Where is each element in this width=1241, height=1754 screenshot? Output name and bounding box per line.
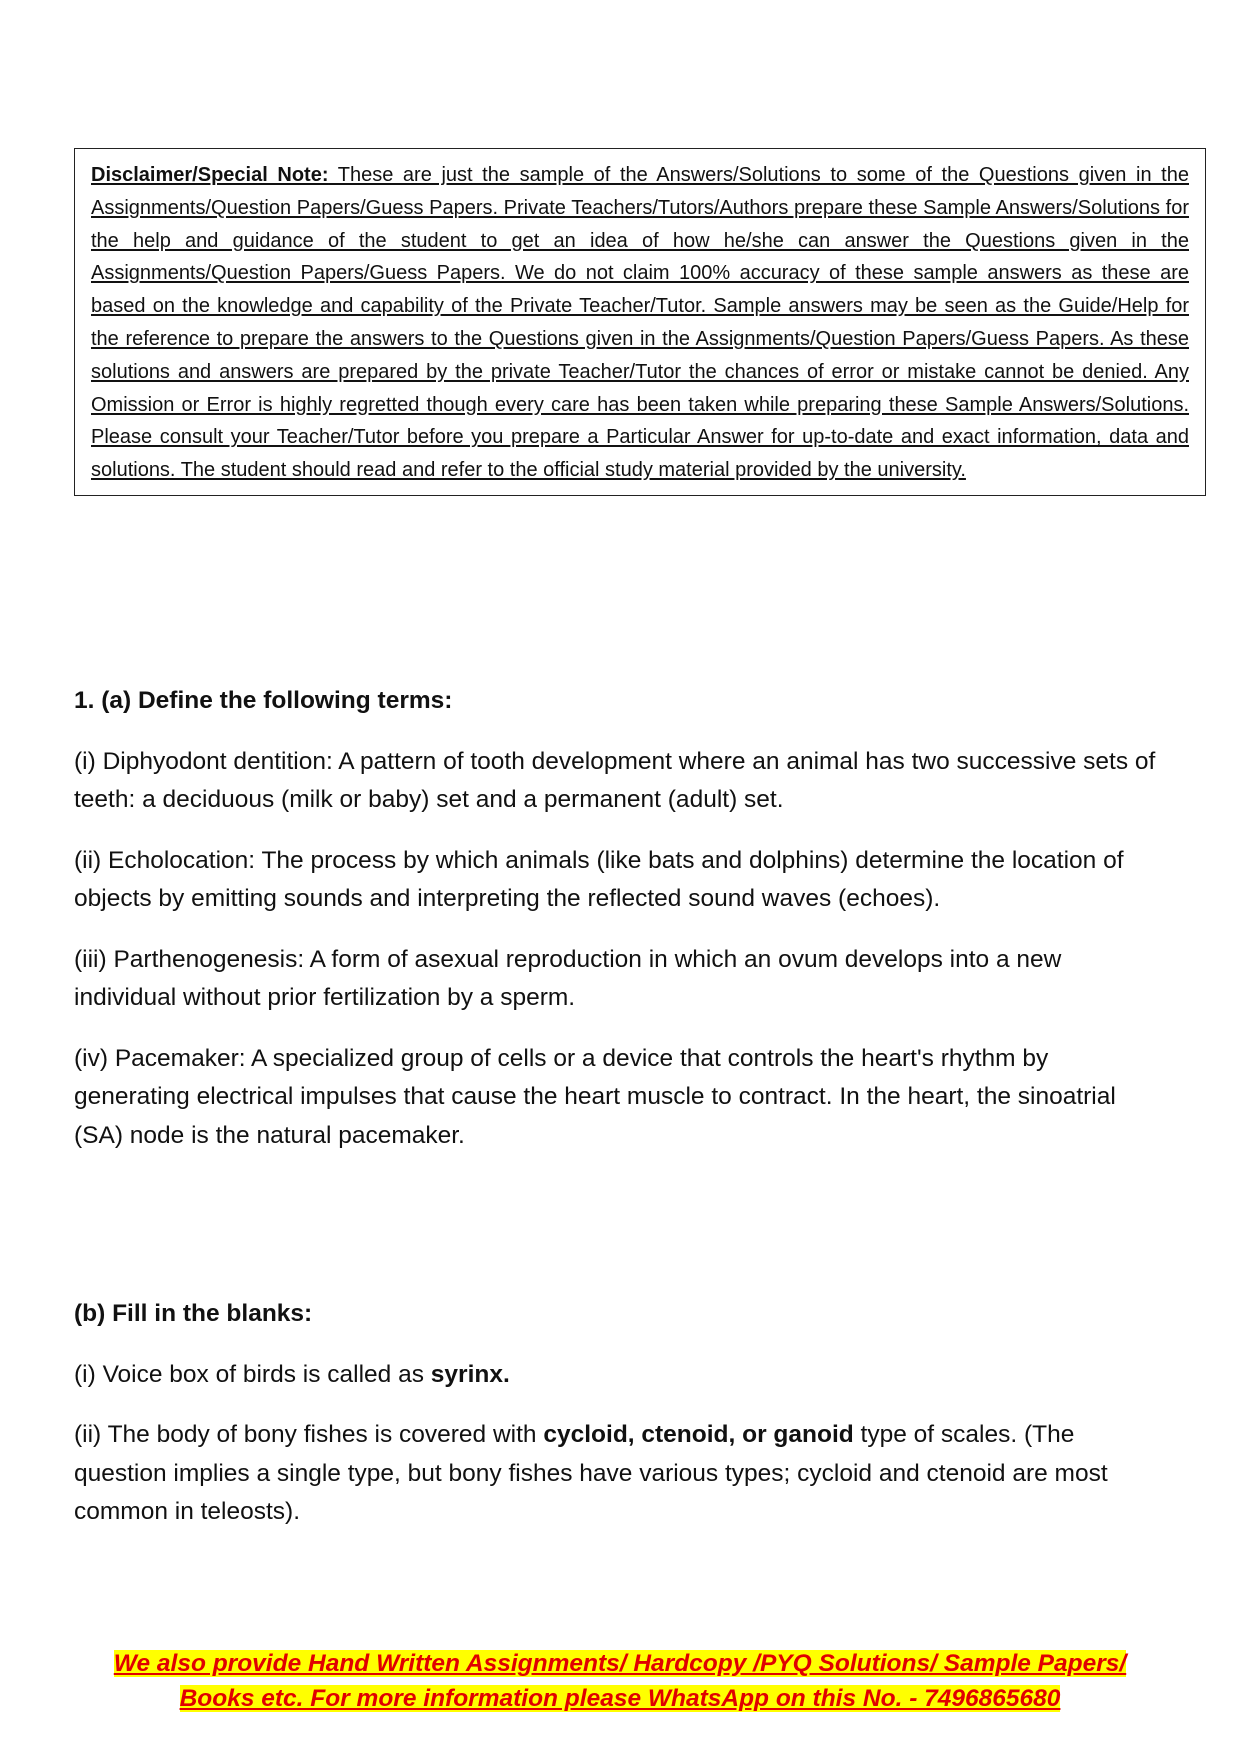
fill-blank-2-note: type of scales. (The question implies a single type, but bony fishes have various types; cycloid and ctenoid are most common in teleosts). bbox=[74, 1421, 1108, 1525]
answer-content bbox=[74, 670, 1164, 1532]
definition-diphyodont: (i) Diphyodont dentition: A pattern of tooth development where an animal has two successive sets of teeth: a deciduous (milk or baby) set and a permanent (adult) set. bbox=[74, 747, 1156, 813]
section-b-title: (b) Fill in the blanks: bbox=[74, 1300, 313, 1327]
definition-parthenogenesis: (iii) Parthenogenesis: A form of asexual reproduction in which an ovum develops into a new individual without prior fertilization by a sperm. bbox=[74, 945, 1062, 1011]
promo-footer bbox=[90, 1646, 1150, 1716]
fill-blank-1-answer: syrinx. bbox=[430, 1360, 510, 1388]
section-a-title: 1. (a) Define the following terms: bbox=[74, 687, 453, 714]
promo-line-1: We also provide Hand Written Assignments/ Hardcopy /PYQ Solutions/ Sample Papers/ bbox=[113, 1650, 1127, 1677]
fill-blank-2-answer: cycloid, ctenoid, or ganoid bbox=[543, 1421, 854, 1448]
disclaimer-box bbox=[74, 148, 1206, 496]
promo-line-2: Books etc. For more information please WhatsApp on this No. - 7496865680 bbox=[179, 1685, 1061, 1712]
fill-blank-2-text: (ii) The body of bony fishes is covered with bbox=[74, 1421, 544, 1448]
definition-echolocation: (ii) Echolocation: The process by which animals (like bats and dolphins) determine the location of objects by emitting sounds and interpreting the reflected sound waves (echoes). bbox=[74, 846, 1124, 912]
definition-pacemaker: (iv) Pacemaker: A specialized group of cells or a device that controls the heart's rhythm by generating electrical impulses that cause the heart muscle to contract. In the heart, the sinoatrial (SA) node is the natural pacemaker. bbox=[74, 1044, 1116, 1149]
disclaimer-text: These are just the sample of the Answers/Solutions to some of the Questions given in the Assignments/Question Papers/Guess Papers. Private Teachers/Tutors/Authors prepare these Sample Answers/Solutions for the help and guidance of the student to get an idea of how he/she can answer the Questions given in the Assignments/Question Papers/Guess Papers. We do not claim 100% accuracy of these sample answers as these are based on the knowledge and capability of the Private Teacher/Tutor. Sample answers may be seen as the Guide/Help for the reference to prepare the answers to the Questions given in the Assignments/Question Papers/Guess Papers. As these solutions and answers are prepared by the private Teacher/Tutor the chances of error or mistake cannot be denied. Any Omission or Error is highly regretted though every care has been taken while preparing these Sample Answers/Solutions. Please consult your Teacher/Tutor before you prepare a Particular Answer for up-to-date and exact information, data and solutions. The student should read and refer to the official study material provided by the university. bbox=[91, 164, 1189, 482]
disclaimer-label: Disclaimer/Special Note: bbox=[91, 164, 329, 186]
fill-blank-1 bbox=[74, 1356, 1164, 1395]
fill-blank-1-text: (i) Voice box of birds is called as bbox=[74, 1360, 431, 1388]
fill-blank-2 bbox=[74, 1416, 1164, 1532]
